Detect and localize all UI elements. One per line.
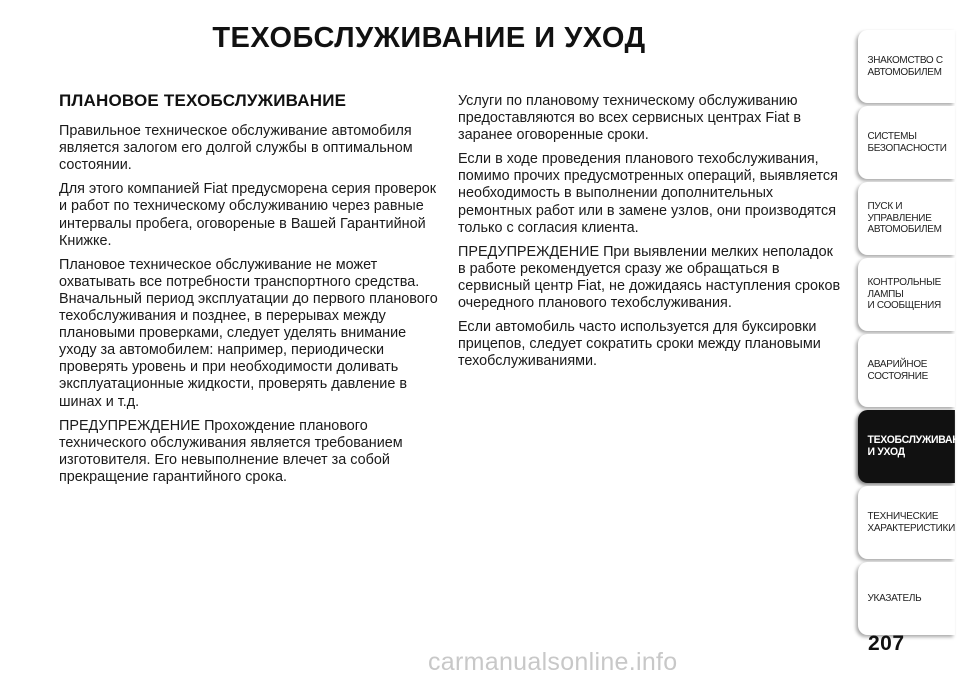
paragraph: Правильное техническое обслуживание автомобиля является залогом его долгой службы в оптимальном состоянии. (59, 123, 413, 174)
watermark: carmanualsonline.info (428, 648, 678, 676)
paragraph: Для этого компанией Fiat предусморена серия проверок и работ по техническому обслуживанию через равные интервалы пробега, оговореные в Вашей Гарантийной Книжке. (59, 181, 437, 249)
tab-warning-lights[interactable] (858, 258, 955, 331)
tab-technical-specs[interactable] (858, 486, 955, 559)
tab-index[interactable] (858, 562, 955, 635)
section-heading: ПЛАНОВОЕ ТЕХОБСЛУЖИВАНИЕ (59, 91, 347, 110)
right-column (458, 93, 842, 377)
page-number: 207 (868, 632, 905, 655)
tab-label: АВАРИЙНОЕ СОСТОЯНИЕ (867, 358, 928, 382)
left-column (59, 88, 439, 493)
page-title: ТЕХОБСЛУЖИВАНИЕ И УХОД (212, 22, 646, 54)
tab-label: УКАЗАТЕЛЬ (867, 591, 922, 604)
paragraph: Услуги по плановому техническому обслуживанию предоставляются во всех сервисных центрах Fiat в заранее оговоренные сроки. (458, 93, 801, 144)
tab-label: КОНТРОЛЬНЫЕ ЛАМПЫ И СООБЩЕНИЯ (867, 276, 941, 312)
tab-safety-systems[interactable] (858, 106, 955, 179)
tab-label: ТЕХОБСЛУЖИВАНИЕ И УХОД (867, 434, 973, 458)
tab-starting-driving[interactable] (858, 182, 955, 255)
tab-getting-to-know-car[interactable] (858, 30, 955, 103)
tab-maintenance-care[interactable] (858, 410, 973, 483)
warning-paragraph: ПРЕДУПРЕЖДЕНИЕ При выявлении мелких неполадок в работе рекомендуется сразу же обращаться в сервисный центр Fiat, не дожидаясь наступления сроков очередного планового техобслуживания. (458, 243, 841, 312)
paragraph: Если автомобиль часто используется для буксировки прицепов, следует сократить сроки между плановыми техобслуживаниями. (458, 319, 821, 370)
paragraph: Если в ходе проведения планового техобслуживания, помимо прочих предусмотренных операций, выявляется необходимость в выполнении дополнительных ремонтных работ или в замене узлов, они производятся только с согласия клиента. (458, 151, 838, 236)
tab-label: ТЕХНИЧЕСКИЕ ХАРАКТЕРИСТИКИ (867, 510, 955, 534)
paragraph: Плановое техническое обслуживание не может охватывать все потребности транспортного средства. Вначальный период эксплуатации до первого планового техобслуживания и позднее, в перерывах между плановыми проверками, следует уделять внимание уходу за автомобилем: например, периодически проверять уровень и при необходимости доливать эксплуатационные жидкости, проверять давление в шинах и т.д. (59, 256, 438, 410)
tab-emergency[interactable] (858, 334, 955, 407)
tab-label: СИСТЕМЫ БЕЗОПАСНОСТИ (867, 130, 947, 154)
warning-paragraph: ПРЕДУПРЕЖДЕНИЕ Прохождение планового технического обслуживания является требованием изготовителя. Его невыполнение влечет за собой прекращение гарантийного срока. (59, 417, 403, 485)
tab-label: ПУСК И УПРАВЛЕНИЕ АВТОМОБИЛЕМ (867, 200, 942, 236)
tab-label: ЗНАКОМСТВО С АВТОМОБИЛЕМ (867, 54, 943, 78)
